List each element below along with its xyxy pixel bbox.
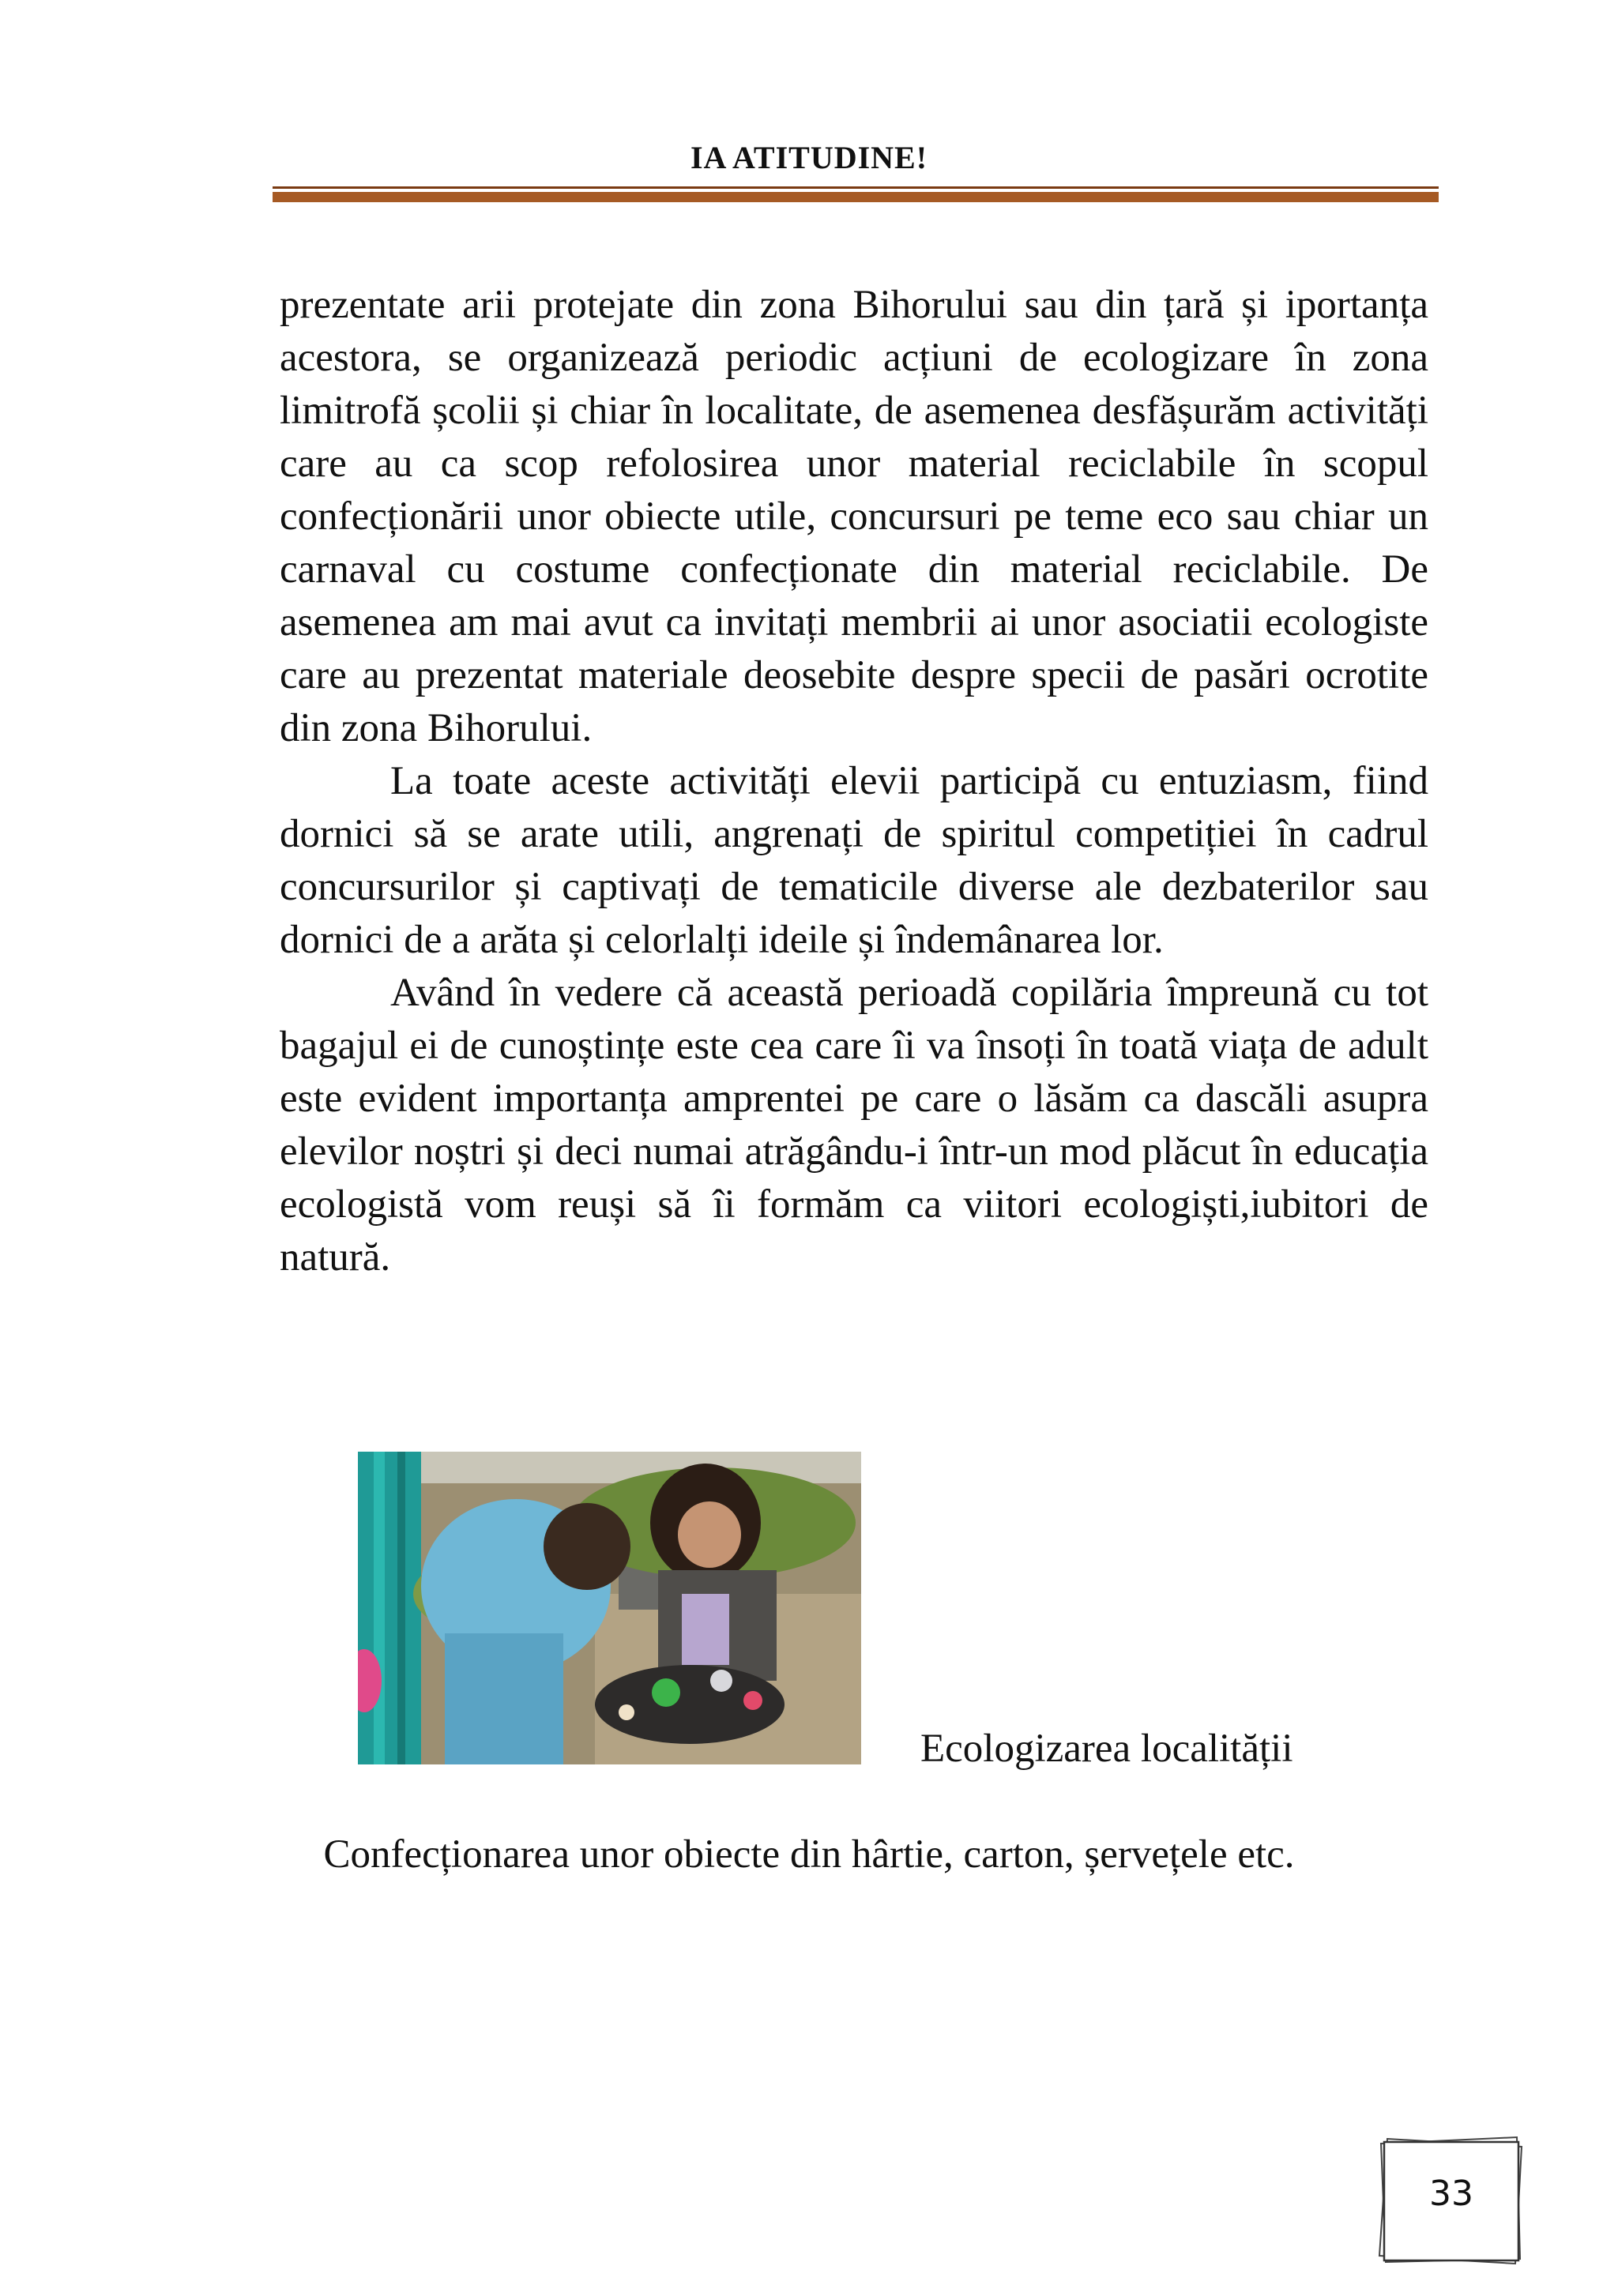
header-divider-thin-line [273,186,1439,189]
page-header-title: IA ATITUDINE! [690,140,928,175]
photo-caption: Ecologizarea localității [920,1727,1293,1771]
paragraph-3: Având în vedere că această perioadă copilăria împreună cu tot bagajul ei de cunoștințe este cea care îi va însoți în toată viața de adult este evident importanța amprentei pe care o lăsăm ca dascăli asupra elevilor noștri și deci numai atrăgându-i într-un mod plăcut în educația ecologistă vom reuși să îi formăm ca viitori ecologiști,iubitori de natură. [280,971,1428,1280]
photo-children-cleaning [358,1452,861,1764]
page-number-badge [1378,2133,1525,2267]
header-divider [273,186,1439,202]
paragraph-2: La toate aceste activități elevii participă cu entuziasm, fiind dornici să se arate utili, angrenați de spiritul competiției în cadrul concursurilor și captivați de tematicile diverse ale dezbaterilor sau dornici de a arăta și celorlalți ideile și îndemânarea lor. [280,759,1428,962]
paragraph-1: prezentate arii protejate din zona Bihorului sau din țară și iportanța acestora, se organizează periodic acțiuni de ecologizare în zona limitrofă școlii și chiar în localitate, de asemenea desfășurăm activități care au ca scop refolosirea unor material reciclabile în scopul confecționării unor obiecte utile, concursuri pe teme eco sau chiar un carnaval cu costume confecționate din material reciclabile. De asemenea am mai avut ca invitați membrii ai unor asociatii ecologiste care au prezentat materiale deosebite despre specii de pasări ocrotite din zona Bihorului. [280,283,1428,750]
page-number: 33 [1429,2174,1473,2214]
secondary-caption: Confecționarea unor obiecte din hârtie, carton, șervețele etc. [323,1832,1295,1877]
header-divider-thick-line [273,192,1439,202]
body-text [280,279,1428,1284]
